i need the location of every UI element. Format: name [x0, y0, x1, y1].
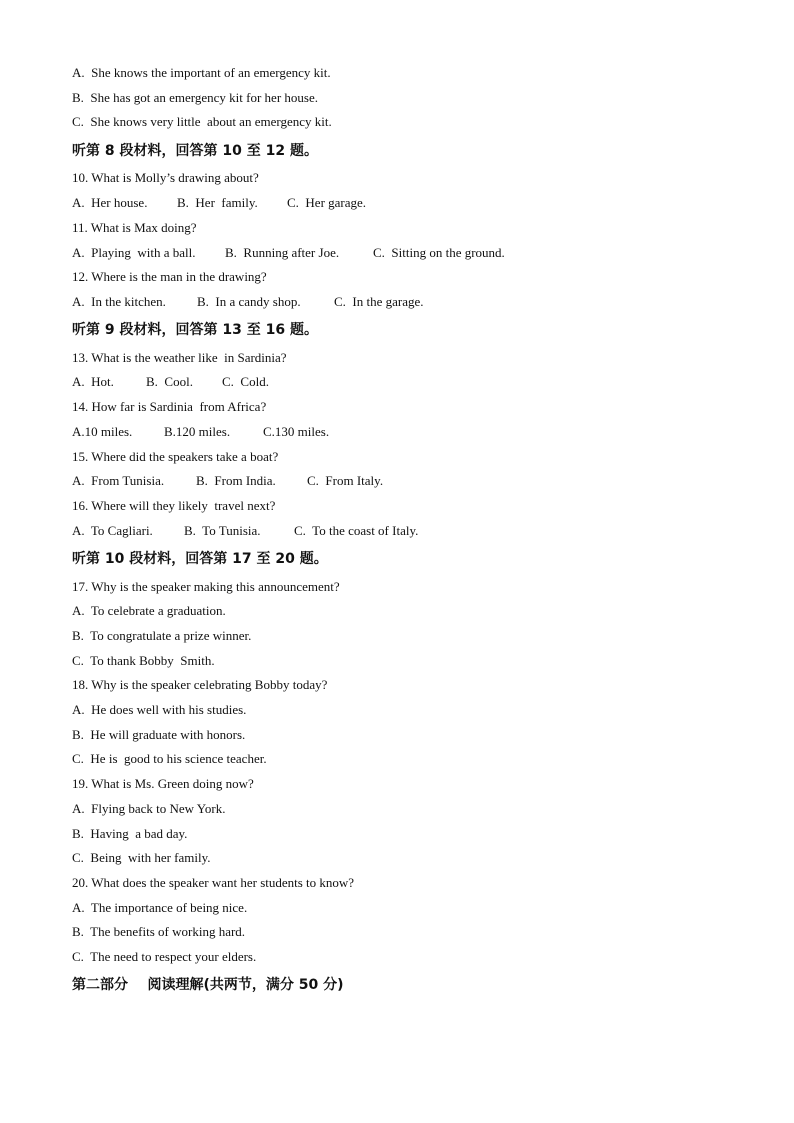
option-16b: B. To Tunisia. [184, 523, 261, 538]
option-13b: B. Cool. [146, 374, 193, 389]
option-12b: B. In a candy shop. [197, 294, 301, 309]
option-9b: B. She has got an emergency kit for her house. [72, 90, 318, 105]
section-heading-8: 听第 8 段材料，回答第 10 至 12 题。 [72, 143, 318, 159]
option-12c: C. In the garage. [334, 294, 424, 309]
question-16: 16. Where will they likely travel next? [72, 498, 276, 513]
question-19: 19. What is Ms. Green doing now? [72, 776, 254, 791]
question-11: 11. What is Max doing? [72, 220, 197, 235]
question-17: 17. Why is the speaker making this announcement? [72, 579, 340, 594]
option-14b: B.120 miles. [164, 424, 231, 439]
option-18c: C. He is good to his science teacher. [72, 751, 267, 766]
option-15b: B. From India. [196, 473, 276, 488]
option-11a: A. Playing with a ball. [72, 245, 196, 260]
option-16a: A. To Cagliari. [72, 523, 153, 538]
part-two-heading: 第二部分 阅读理解(共两节，满分 50 分) [72, 977, 344, 993]
option-14a: A.10 miles. [72, 424, 133, 439]
option-14c: C.130 miles. [263, 424, 330, 439]
option-20a: A. The importance of being nice. [72, 900, 248, 915]
option-19b: B. Having a bad day. [72, 826, 188, 841]
option-18b: B. He will graduate with honors. [72, 727, 246, 742]
question-12: 12. Where is the man in the drawing? [72, 269, 267, 284]
option-9c: C. She knows very little about an emergency kit. [72, 114, 332, 129]
section-heading-9: 听第 9 段材料，回答第 13 至 16 题。 [72, 322, 318, 338]
option-10b: B. Her family. [177, 195, 258, 210]
option-20c: C. The need to respect your elders. [72, 949, 257, 964]
section-heading-10: 听第 10 段材料，回答第 17 至 20 题。 [72, 551, 328, 567]
option-9a: A. She knows the important of an emergency kit. [72, 65, 331, 80]
option-11c: C. Sitting on the ground. [373, 245, 505, 260]
question-13: 13. What is the weather like in Sardinia? [72, 350, 287, 365]
option-17b: B. To congratulate a prize winner. [72, 628, 252, 643]
option-17a: A. To celebrate a graduation. [72, 603, 226, 618]
question-14: 14. How far is Sardinia from Africa? [72, 399, 267, 414]
question-18: 18. Why is the speaker celebrating Bobby today? [72, 677, 328, 692]
question-15: 15. Where did the speakers take a boat? [72, 449, 279, 464]
option-20b: B. The benefits of working hard. [72, 924, 246, 939]
option-12a: A. In the kitchen. [72, 294, 166, 309]
question-10: 10. What is Molly’s drawing about? [72, 170, 259, 185]
option-10c: C. Her garage. [287, 195, 367, 210]
option-11b: B. Running after Joe. [225, 245, 340, 260]
question-20: 20. What does the speaker want her students to know? [72, 875, 355, 890]
option-19c: C. Being with her family. [72, 850, 211, 865]
option-15c: C. From Italy. [307, 473, 384, 488]
option-16c: C. To the coast of Italy. [294, 523, 419, 538]
option-10a: A. Her house. [72, 195, 148, 210]
option-19a: A. Flying back to New York. [72, 801, 226, 816]
option-17c: C. To thank Bobby Smith. [72, 653, 215, 668]
option-13c: C. Cold. [222, 374, 269, 389]
option-13a: A. Hot. [72, 374, 114, 389]
option-15a: A. From Tunisia. [72, 473, 165, 488]
option-18a: A. He does well with his studies. [72, 702, 247, 717]
